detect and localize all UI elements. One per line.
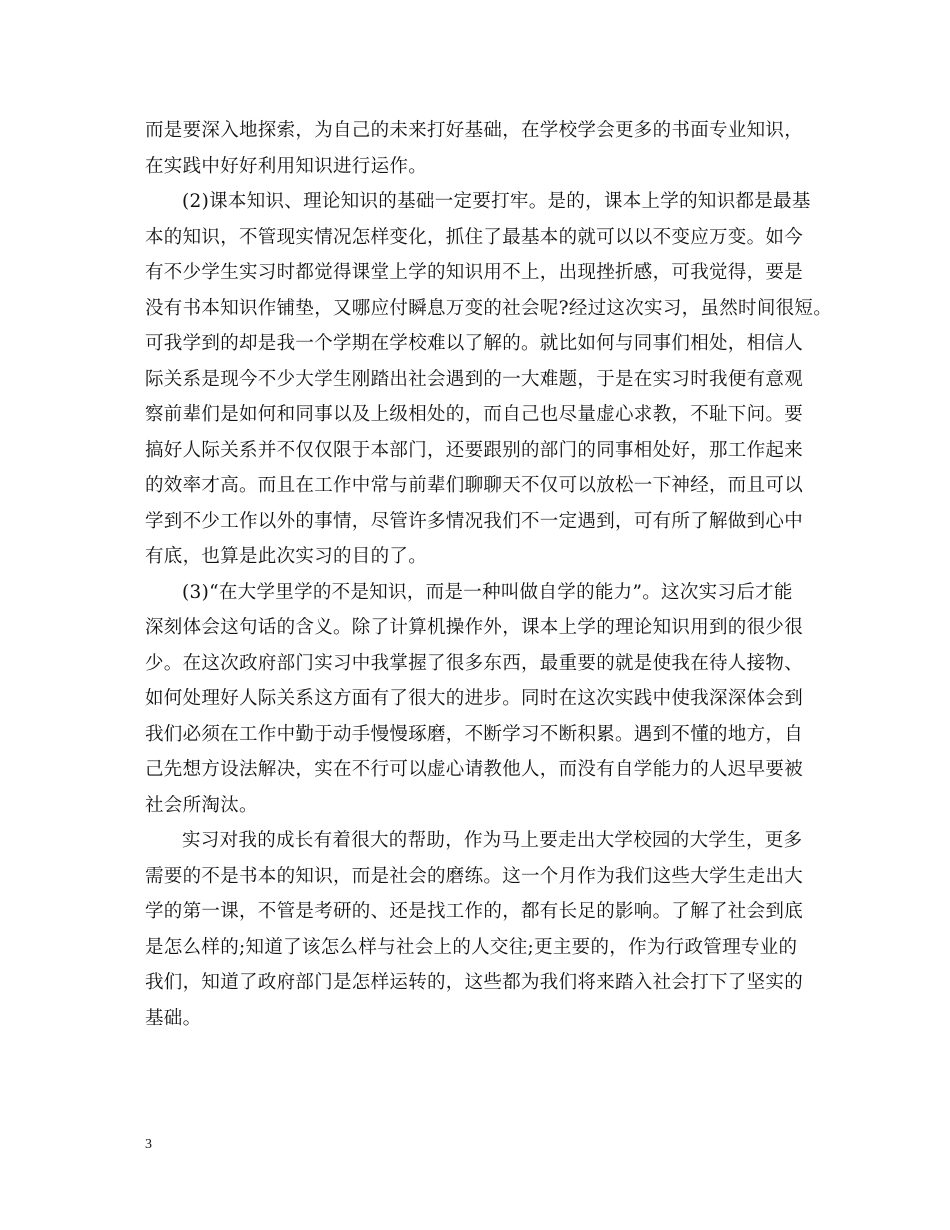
text-line: 学到不少工作以外的事情，尽管许多情况我们不一定遇到，可有所了解做到心中 <box>145 510 804 532</box>
text-line: 际关系是现今不少大学生刚踏出社会遇到的一大难题，于是在实习时我便有意观 <box>145 368 804 390</box>
text-line: 可我学到的却是我一个学期在学校难以了解的。就比如何与同事们相处，相信人 <box>145 333 804 354</box>
text-line: 己先想方设法解决，实在不行可以虚心请教他人，而没有自学能力的人迟早要被 <box>145 759 804 780</box>
text-line: 的效率才高。而且在工作中常与前辈们聊聊天不仅可以放松一下神经，而且可以 <box>145 475 804 496</box>
text-line: 我们必须在工作中勤于动手慢慢琢磨，不断学习不断积累。遇到不懂的地方，自 <box>145 723 804 745</box>
text-line: 需要的不是书本的知识，而是社会的磨练。这一个月作为我们这些大学生走出大 <box>145 865 804 887</box>
text-line: 我们，知道了政府部门是怎样运转的，这些都为我们将来踏入社会打下了坚实的 <box>145 972 804 993</box>
text-line: 本的知识，不管现实情况怎样变化，抓住了最基本的就可以以不变应万变。如今 <box>145 226 804 248</box>
text-line: 少。在这次政府部门实习中我掌握了很多东西，最重要的就是使我在待人接物、 <box>145 652 804 674</box>
text-line: 察前辈们是如何和同事以及上级相处的，而自己也尽量虚心求教，不耻下问。要 <box>145 404 804 425</box>
text-line: 没有书本知识作铺垫，又哪应付瞬息万变的社会呢?经过这次实习，虽然时间很短。 <box>145 297 833 319</box>
text-line: (2)课本知识、理论知识的基础一定要打牢。是的，课本上学的知识都是最基 <box>182 191 811 212</box>
text-line: (3)“在大学里学的不是知识，而是一种叫做自学的能力”。这次实习后才能 <box>182 581 793 603</box>
text-line: 是怎么样的;知道了该怎么样与社会上的人交往;更主要的，作为行政管理专业的 <box>145 936 798 958</box>
text-line: 实习对我的成长有着很大的帮助，作为马上要走出大学校园的大学生，更多 <box>182 830 803 851</box>
text-line: 基础。 <box>145 1007 202 1029</box>
page-number: 3 <box>145 1137 152 1152</box>
text-line: 搞好人际关系并不仅仅限于本部门，还要跟别的部门的同事相处好，那工作起来 <box>145 439 804 461</box>
text-line: 在实践中好好利用知识进行运作。 <box>145 155 428 177</box>
text-line: 学的第一课，不管是考研的、还是找工作的，都有长足的影响。了解了社会到底 <box>145 901 804 922</box>
text-line: 而是要深入地探索，为自己的未来打好基础，在学校学会更多的书面专业知识， <box>145 120 804 141</box>
text-line: 有底，也算是此次实习的目的了。 <box>145 546 428 567</box>
text-line: 有不少学生实习时都觉得课堂上学的知识用不上，出现挫折感，可我觉得，要是 <box>145 262 804 283</box>
body-text <box>145 113 835 1036</box>
text-line: 如何处理好人际关系这方面有了很大的进步。同时在这次实践中使我深深体会到 <box>145 688 804 709</box>
text-line: 深刻体会这句话的含义。除了计算机操作外，课本上学的理论知识用到的很少很 <box>145 617 804 638</box>
text-line: 社会所淘汰。 <box>145 794 258 816</box>
